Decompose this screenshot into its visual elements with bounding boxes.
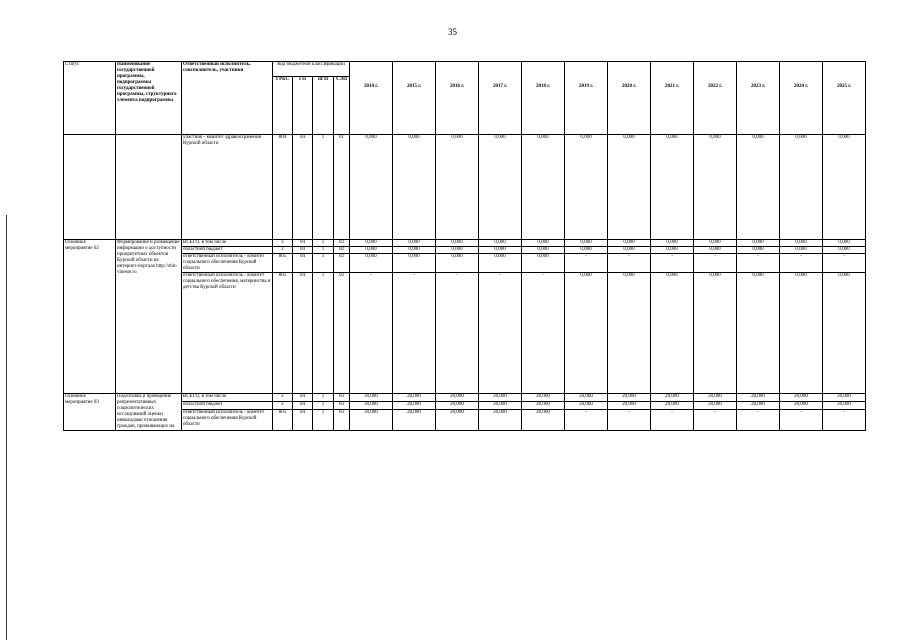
grbs-cell: 805 — [273, 254, 293, 273]
scan-margin-line — [6, 215, 7, 640]
gp-cell: 04 — [293, 254, 313, 273]
gp-cell: 04 — [293, 401, 313, 409]
event-name-cell: Формирование и размещение информации о доступности приоритетных объектов Курской области на интернет-портале http://zhit-vmeste.ru — [116, 240, 182, 394]
value-cell: 0,000 — [479, 240, 522, 247]
page-number: 35 — [448, 27, 457, 37]
value-cell: 0,000 — [350, 254, 393, 273]
executor-cell: областной бюджет — [182, 247, 273, 254]
value-cell: 0,000 — [393, 254, 436, 273]
table-row — [64, 401, 866, 409]
executor-cell: ответственный исполнитель - комитет социального обеспечения Курской области — [182, 409, 273, 430]
value-cell: 0,000 — [737, 135, 780, 240]
name-cell — [116, 135, 182, 240]
value-cell: 0,000 — [737, 240, 780, 247]
value-cell: 20,000 — [608, 401, 651, 409]
executor-cell: ответственный исполнитель - комитет социального обеспечения, материнства и детства Курской области — [182, 273, 273, 394]
value-cell: 20,000 — [479, 394, 522, 402]
event-status-cell: Основное мероприятие 03 — [64, 394, 116, 431]
value-cell: 30,000 — [350, 394, 393, 402]
value-cell: 0,000 — [350, 135, 393, 240]
pgp-cell: 1 — [313, 135, 334, 240]
value-cell: - — [565, 254, 608, 273]
value-cell: - — [737, 254, 780, 273]
value-cell: 0,000 — [694, 273, 737, 394]
event-status-cell: Основное мероприятие 02 — [64, 240, 116, 394]
header-grbs: ГРБС — [273, 77, 293, 135]
value-cell: - — [479, 273, 522, 394]
value-cell: 0,000 — [522, 135, 565, 240]
header-row — [64, 62, 866, 77]
value-cell: - — [737, 409, 780, 430]
value-cell: 20,000 — [393, 409, 436, 430]
value-cell: - — [436, 273, 479, 394]
value-cell: 20,000 — [436, 394, 479, 402]
grbs-cell: 804 — [273, 135, 293, 240]
value-cell: - — [651, 254, 694, 273]
value-cell: - — [694, 409, 737, 430]
header-year: 2023 г. — [737, 62, 780, 135]
value-cell: 20,000 — [479, 401, 522, 409]
value-cell: 20,000 — [780, 401, 823, 409]
grbs-cell: х — [273, 240, 293, 247]
value-cell: 0,000 — [350, 240, 393, 247]
value-cell: 20,000 — [436, 401, 479, 409]
value-cell: - — [780, 254, 823, 273]
value-cell: 0,000 — [565, 247, 608, 254]
executor-cell: участник - комитет здравоохранения Курской области — [182, 135, 273, 240]
sep-cell: 03 — [334, 394, 350, 402]
value-cell: 0,000 — [823, 247, 866, 254]
grbs-cell: х — [273, 247, 293, 254]
gp-cell: 04 — [293, 273, 313, 394]
value-cell: 20,000 — [393, 401, 436, 409]
value-cell: 0,000 — [565, 273, 608, 394]
value-cell: - — [823, 254, 866, 273]
pgp-cell: 1 — [313, 409, 334, 430]
value-cell: 0,000 — [780, 247, 823, 254]
sep-cell: 03 — [334, 409, 350, 430]
executor-cell: ВСЕГО, в том числе — [182, 394, 273, 402]
value-cell: 0,000 — [823, 240, 866, 247]
status-cell — [64, 135, 116, 240]
value-cell: 0,000 — [565, 135, 608, 240]
header-year: 2021 г. — [651, 62, 694, 135]
value-cell: 20,000 — [651, 394, 694, 402]
value-cell: 0,000 — [436, 247, 479, 254]
value-cell: 20,000 — [694, 394, 737, 402]
header-pgp: пГП — [313, 77, 334, 135]
header-year: 2025 г. — [823, 62, 866, 135]
header-year: 2016 г. — [436, 62, 479, 135]
budget-table — [63, 61, 866, 431]
gp-cell: 04 — [293, 247, 313, 254]
value-cell: 0,000 — [608, 247, 651, 254]
value-cell: 0,000 — [436, 240, 479, 247]
value-cell: 20,000 — [780, 394, 823, 402]
event-name-cell: Подготовка и проведение репрезентативных социологических исследований оценки инвалидами отношения граждан, проживающих на — [116, 394, 182, 431]
sep-cell: 02 — [334, 240, 350, 247]
gp-cell: 04 — [293, 394, 313, 402]
gp-cell: 04 — [293, 135, 313, 240]
value-cell: - — [565, 409, 608, 430]
value-cell: 0,000 — [780, 135, 823, 240]
grbs-cell: 805 — [273, 273, 293, 394]
value-cell: 0,000 — [393, 247, 436, 254]
table-row — [64, 247, 866, 254]
value-cell: 20,000 — [436, 409, 479, 430]
value-cell: 0,000 — [823, 135, 866, 240]
value-cell: 20,000 — [565, 394, 608, 402]
pgp-cell: 1 — [313, 254, 334, 273]
value-cell: 30,000 — [350, 409, 393, 430]
value-cell: - — [651, 409, 694, 430]
value-cell: 20,000 — [565, 401, 608, 409]
value-cell: 0,000 — [694, 247, 737, 254]
table-row — [64, 273, 866, 394]
value-cell: 20,000 — [737, 401, 780, 409]
header-gp: ГП — [293, 77, 313, 135]
value-cell: 0,000 — [608, 273, 651, 394]
sep-cell: 02 — [334, 254, 350, 273]
value-cell: 0,000 — [522, 247, 565, 254]
executor-cell: областной бюджет — [182, 401, 273, 409]
value-cell: 0,000 — [694, 240, 737, 247]
value-cell: 0,000 — [737, 273, 780, 394]
executor-cell: ответственный исполнитель - комитет социального обеспечения Курской области — [182, 254, 273, 273]
value-cell: 20,000 — [522, 394, 565, 402]
value-cell: 20,000 — [651, 401, 694, 409]
value-cell: 30,000 — [350, 401, 393, 409]
value-cell: 0,000 — [608, 240, 651, 247]
value-cell: 0,000 — [479, 247, 522, 254]
header-year: 2020 г. — [608, 62, 651, 135]
value-cell: - — [393, 273, 436, 394]
pgp-cell: 1 — [313, 240, 334, 247]
table-row — [64, 240, 866, 247]
value-cell: 0,000 — [651, 240, 694, 247]
value-cell: 0,000 — [393, 240, 436, 247]
header-year: 2019 г. — [565, 62, 608, 135]
value-cell: 0,000 — [823, 273, 866, 394]
value-cell: - — [780, 409, 823, 430]
pgp-cell: 1 — [313, 273, 334, 394]
header-year: 2017 г. — [479, 62, 522, 135]
value-cell: - — [694, 254, 737, 273]
table-row — [64, 254, 866, 273]
header-year: 2024 г. — [780, 62, 823, 135]
header-year: 2022 г. — [694, 62, 737, 135]
value-cell: 0,000 — [780, 240, 823, 247]
header-budget-code: Код бюджетной классификации — [273, 62, 350, 77]
header-year: 2014 г. — [350, 62, 393, 135]
grbs-cell: х — [273, 401, 293, 409]
value-cell: 0,000 — [479, 135, 522, 240]
header-sep: СЭП — [334, 77, 350, 135]
value-cell: - — [608, 254, 651, 273]
sep-cell: 03 — [334, 401, 350, 409]
header-year: 2018 г. — [522, 62, 565, 135]
value-cell: 0,000 — [350, 247, 393, 254]
executor-cell: ВСЕГО, в том числе — [182, 240, 273, 247]
pgp-cell: 1 — [313, 401, 334, 409]
value-cell: 20,000 — [823, 394, 866, 402]
value-cell: - — [350, 273, 393, 394]
value-cell: 20,000 — [694, 401, 737, 409]
value-cell: 0,000 — [522, 240, 565, 247]
grbs-cell: х — [273, 394, 293, 402]
value-cell: 0,000 — [737, 247, 780, 254]
value-cell: 0,000 — [479, 254, 522, 273]
grbs-cell: 805 — [273, 409, 293, 430]
value-cell: - — [823, 409, 866, 430]
sep-cell: 02 — [334, 273, 350, 394]
value-cell: 20,000 — [608, 394, 651, 402]
value-cell: 0,000 — [651, 273, 694, 394]
value-cell: 0,000 — [436, 135, 479, 240]
header-executor: Ответственный исполнитель, соисполнитель, участники — [182, 62, 273, 135]
value-cell: 20,000 — [479, 409, 522, 430]
gp-cell: 04 — [293, 409, 313, 430]
pgp-cell: 1 — [313, 247, 334, 254]
value-cell: 20,000 — [393, 394, 436, 402]
value-cell: - — [608, 409, 651, 430]
value-cell: 0,000 — [436, 254, 479, 273]
value-cell: 20,000 — [522, 409, 565, 430]
value-cell: 20,000 — [823, 401, 866, 409]
sep-cell: 02 — [334, 247, 350, 254]
value-cell: 0,000 — [522, 254, 565, 273]
sep-cell: 01 — [334, 135, 350, 240]
table-row — [64, 409, 866, 430]
table-row — [64, 135, 866, 240]
value-cell: 0,000 — [608, 135, 651, 240]
value-cell: 0,000 — [565, 240, 608, 247]
value-cell: 20,000 — [522, 401, 565, 409]
value-cell: 20,000 — [737, 394, 780, 402]
value-cell: 0,000 — [651, 247, 694, 254]
value-cell: 0,000 — [780, 273, 823, 394]
value-cell: - — [522, 273, 565, 394]
header-status: Статус — [64, 62, 116, 135]
value-cell: 0,000 — [694, 135, 737, 240]
value-cell: 0,000 — [651, 135, 694, 240]
value-cell: 0,000 — [393, 135, 436, 240]
pgp-cell: 1 — [313, 394, 334, 402]
table-row — [64, 394, 866, 402]
header-name: Наименование государственной программы, подпрограммы государственной программы, структурного элемента подпрограммы — [116, 62, 182, 135]
header-year: 2015 г. — [393, 62, 436, 135]
gp-cell: 04 — [293, 240, 313, 247]
